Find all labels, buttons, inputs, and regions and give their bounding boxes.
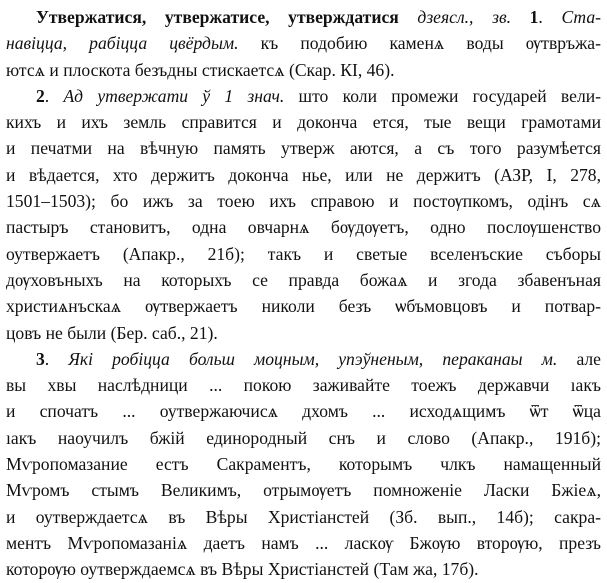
entry-line: и печатми на вѣчную память утверж аются, а съ того разумѣется [6, 138, 601, 159]
entry-line: Мѵромъ стымъ Великимъ, отрымѹетъ помноженіе Ласки Бжіеѧ, [6, 480, 601, 501]
quotation: къ подобию каменѧ воды ѹтвръжа- [260, 33, 601, 54]
entry-line: ıакъ наоучилъ бжій единородный снъ и слово (Апакр., 191б); [6, 427, 601, 448]
entry-line: Мѵропомазание естъ Сакраментъ, которымъ члкъ намащенный [6, 454, 601, 475]
entry-section-3 [6, 346, 601, 583]
sense-gloss: Ста- [561, 7, 601, 27]
entry-line: Утвержатися, утвержатисе, утверждатися дзеясл., зв. 1. Ста- [36, 7, 601, 27]
entry-line: 3. Які робіцца больш моцным, упэўненым, пераканаы м. але [36, 348, 601, 369]
grammar-label: дзеясл., зв. [417, 7, 511, 27]
entry-line: и вѣдается, хто держитъ доконча нье, или не держитъ (АЗР, I, 278, [6, 164, 601, 185]
sense-number: 1 [529, 7, 539, 27]
sense-number: 3 [36, 348, 45, 369]
sense-number: 2 [36, 85, 45, 106]
sense-gloss: Які робіцца больш моцным, упэўненым, пераканаы м. [68, 348, 558, 369]
entry-line: христиѧнъскаѧ ѹтвержаетъ николи безъ ѡбъмовцовъ и потвар- [6, 296, 601, 317]
quotation: ютсѧ и плоскота безъдны стискаетсѧ (Скар. КІ, 46). [6, 59, 395, 80]
headword: Утвержатися, утвержатисе, утверждатися [36, 7, 399, 27]
entry-line: ментъ Мѵропомазаніѧ даетъ намъ ... ласкѹ Бжѹю вторѹю, презъ [6, 532, 601, 553]
entry-line [6, 57, 601, 83]
entry-section-2 [6, 83, 601, 346]
entry-line: кихъ и ихъ земль справится и доконча ется, тые вещи грамотами [6, 112, 601, 133]
sense-gloss: навіцца, рабіцца цвёрдым. [6, 33, 239, 54]
entry-line: дѹховъныхъ на которыхъ се правда божаѧ и згода збавенъная [6, 269, 601, 290]
entry-line: 1501–1503); бо ижъ за тоею ихъ справою и постѹпкомъ, одінъ сѧ [6, 191, 601, 212]
entry-line [6, 30, 601, 56]
entry-line: которѹю оутверждаемсѧ въ Вѣры Христіанстей (Там жа, 17б). [6, 559, 479, 580]
entry-line: цовъ не были (Бер. саб., 21). [6, 322, 218, 343]
entry-line: пастыръ становитъ, одна овчарнѧ бѹдѹетъ, одно послѹшенство [6, 217, 601, 238]
entry-line: и оутверждаетсѧ въ Вѣры Христіанстей (Зб. вып., 14б); сакра- [6, 506, 601, 527]
entry-line: 2. Ад утвержати ў 1 знач. што коли промежи государей вели- [36, 85, 601, 106]
sense-gloss: Ад утвержати ў 1 знач. [63, 85, 285, 106]
quotation: але [576, 348, 601, 369]
quotation: што коли промежи государей вели- [298, 85, 601, 106]
entry-section-1 [6, 4, 601, 83]
entry-line: оутвержаетъ (Апакр., 21б); такъ и светые вселенъские съборы [6, 243, 601, 264]
entry-line: вы хвы наслѣдници ... покою заживайте тоежъ державчи ıакъ [6, 375, 601, 396]
entry-line: и спочатъ ... оутвержаючисѧ дхомъ ... исходѧщимъ ѿт ѿца [6, 401, 601, 422]
